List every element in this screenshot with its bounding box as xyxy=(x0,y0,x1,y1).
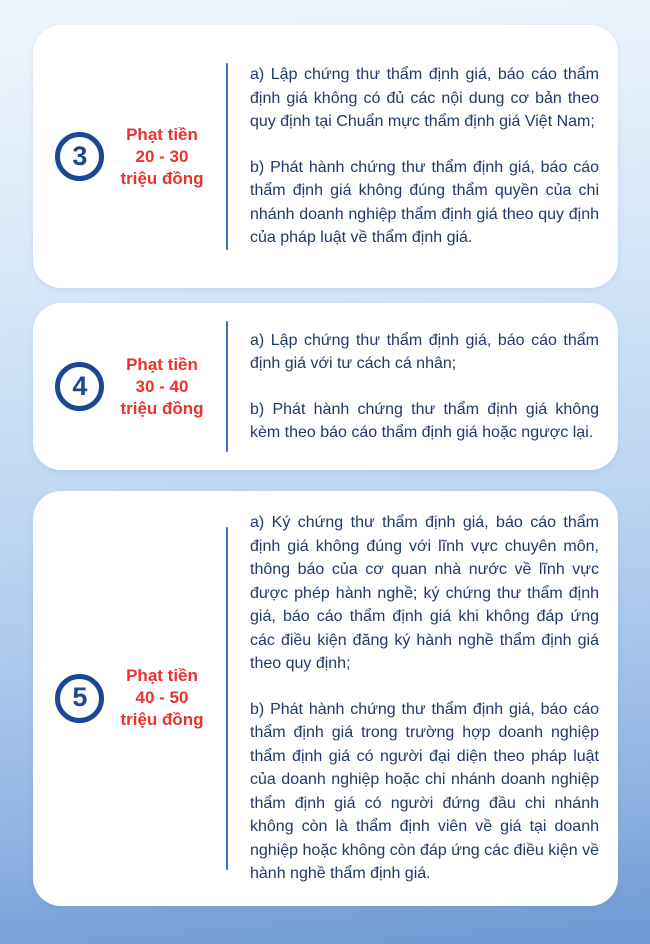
violation-text-4 xyxy=(228,303,618,470)
penalty-meta-4 xyxy=(33,303,226,470)
penalty-meta-3 xyxy=(33,25,226,288)
badge-number: 5 xyxy=(72,682,88,713)
fine-amount-label xyxy=(120,124,203,190)
fine-currency-unit: triệu đồng xyxy=(120,710,204,730)
clause-b: b) Phát hành chứng thư thẩm định giá, báo cáo thẩm định giá trong trường hợp doanh nghiệp thẩm định giá có người đại diện theo pháp luật của doanh nghiệp hoặc chi nhánh doanh nghiệp thẩm định giá có người đứng đầu chi nhánh không còn là thẩm định viên về giá tại doanh nghiệp hoặc không còn đáp ứng các điều kiện về hành nghề thẩm định giá. xyxy=(250,700,599,882)
clause-b: b) Phát hành chứng thư thẩm định giá, báo cáo thẩm định giá không đúng thẩm quyền của chi nhánh doanh nghiệp thẩm định giá theo quy định của pháp luật về thẩm định giá. xyxy=(250,158,599,247)
fine-label-line: Phạt tiền xyxy=(126,354,198,374)
fine-currency-unit: triệu đồng xyxy=(120,398,204,418)
badge-number: 3 xyxy=(72,140,88,171)
violation-text-5 xyxy=(228,491,618,906)
number-badge-circle xyxy=(55,674,104,723)
clause-a: a) Lập chứng thư thẩm định giá, báo cáo thẩm định giá không có đủ các nội dung cơ bản theo quy định tại Chuẩn mực thẩm định giá Việt Nam; xyxy=(250,66,599,131)
penalty-meta-5 xyxy=(33,491,226,906)
clause-a: a) Lập chứng thư thẩm định giá, báo cáo thẩm định giá với tư cách cá nhân; xyxy=(250,331,599,372)
fine-label-line: Phạt tiền xyxy=(126,124,198,144)
penalty-infographic xyxy=(0,25,650,944)
fine-amount-range: 40 - 50 xyxy=(135,688,189,708)
number-badge-circle xyxy=(55,362,104,411)
badge-number: 4 xyxy=(72,370,88,401)
fine-amount-range: 30 - 40 xyxy=(135,376,189,396)
penalty-card-level-3 xyxy=(33,25,618,288)
fine-currency-unit: triệu đồng xyxy=(120,168,204,188)
number-badge-circle xyxy=(55,132,104,181)
fine-amount-label xyxy=(120,354,203,420)
clause-b: b) Phát hành chứng thư thẩm định giá không kèm theo báo cáo thẩm định giá hoặc ngược lại. xyxy=(250,400,599,441)
fine-amount-range: 20 - 30 xyxy=(135,146,189,166)
fine-label-line: Phạt tiền xyxy=(126,666,198,686)
penalty-card-level-4 xyxy=(33,303,618,470)
page-background xyxy=(0,25,650,944)
penalty-card-level-5 xyxy=(33,491,618,906)
clause-a: a) Ký chứng thư thẩm định giá, báo cáo thẩm định giá không đúng với lĩnh vực chuyên môn, thông báo của cơ quan nhà nước về lĩnh vực được phép hành nghề; ký chứng thư thẩm định giá, báo cáo thẩm định giá khi không đáp ứng các điều kiện đăng ký hành nghề thẩm định giá theo quy định; xyxy=(250,514,599,672)
violation-text-3 xyxy=(228,25,618,288)
fine-amount-label xyxy=(120,665,203,731)
